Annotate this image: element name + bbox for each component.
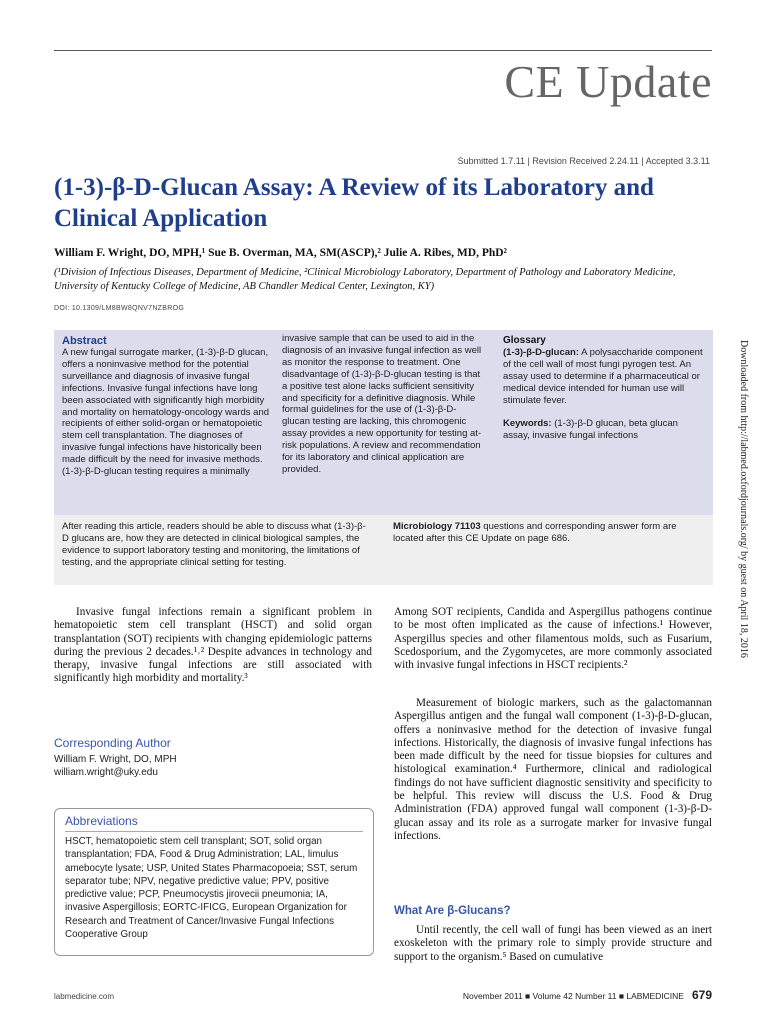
submission-dates: Submitted 1.7.11 | Revision Received 2.24.11 | Accepted 3.3.11 bbox=[457, 156, 710, 166]
keywords-label: Keywords: bbox=[503, 418, 552, 430]
doi[interactable]: DOI: 10.1309/LM8BW8QNV7NZBROG bbox=[54, 305, 185, 312]
body-paragraph-2: Measurement of biologic markers, such as the galactomannan Aspergillus antigen and the fungal wall component (1-3)-β-D-glucan, offers a noninvasive method for the detection of invasive fungal infections. Historically, the diagnosis of invasive fungal infections has been made difficult by the need for tissue biopsies for cultures and histological examination.⁴ Furthermore, clinical and radiological findings do not have sufficient diagnostic sensitivity and specificity to be helpful. This review will discuss the U.S. Food & Drug Administration (FDA) approved fungal wall component (1-3)-β-D-glucan assay and its role as a surrogate marker for invasive fungal infections. bbox=[394, 697, 712, 842]
glossary-entry bbox=[503, 347, 707, 407]
abstract-column-1 bbox=[62, 335, 270, 478]
glossary-column bbox=[503, 335, 707, 442]
objectives-box bbox=[54, 515, 713, 585]
header-rule bbox=[54, 50, 712, 51]
corresponding-author-heading: Corresponding Author bbox=[54, 736, 171, 750]
corresponding-author bbox=[54, 753, 177, 779]
abbreviations-text: HSCT, hematopoietic stem cell transplant; SOT, solid organ transplantation; FDA, Food & Drug Administration; LAL, limulus amebocyte lysate; USP, United States Pharmacopoeia; SST, serum separator tube; NPV, negative predictive value; PPV, positive predictive value; PCP, Pneumocystis jirovecii pneumonia; IA, invasive Aspergillosis; EORTC-IFICG, European Organization for Research and Treatment of Cancer/Invasive Fungal Infections Cooperative Group bbox=[65, 836, 358, 941]
corresponding-author-name: William F. Wright, DO, MPH bbox=[54, 754, 177, 765]
glossary-heading: Glossary bbox=[503, 335, 546, 346]
section-title: CE Update bbox=[504, 56, 712, 107]
article-title: (1-3)-β-D-Glucan Assay: A Review of its Laboratory and Clinical Application bbox=[54, 174, 654, 232]
ce-questions-note bbox=[393, 521, 703, 545]
keywords-text: (1-3)-β-D glucan, beta glucan assay, invasive fungal infections bbox=[503, 418, 678, 442]
glossary-term: (1-3)-β-D-glucan: bbox=[503, 346, 579, 358]
footer-site[interactable]: labmedicine.com bbox=[54, 992, 115, 1001]
abstract-heading: Abstract bbox=[62, 335, 107, 347]
body-paragraph-3: Until recently, the cell wall of fungi has been viewed as an inert exoskeleton with the primary role to simply provide structure and support to the organism.⁵ Based on cumulative bbox=[394, 924, 712, 963]
abbreviations-heading: Abbreviations bbox=[65, 814, 138, 828]
ce-code: Microbiology 71103 bbox=[393, 521, 481, 532]
abbreviations-box bbox=[54, 808, 374, 956]
author-affiliations: (¹Division of Infectious Diseases, Department of Medicine, ²Clinical Microbiology Laboratory, Department of Pathology and Laboratory Medicine, University of Kentucky College of Medicine, AB Chandler Medical Center, Lexington, KY) bbox=[54, 267, 676, 292]
page-number: 679 bbox=[691, 988, 712, 1002]
abstract-box bbox=[54, 330, 713, 515]
abstract-column-2 bbox=[282, 333, 484, 476]
footer-issue-text: November 2011 ■ Volume 42 Number 11 ■ LABMEDICINE bbox=[462, 991, 684, 1001]
learning-objectives: After reading this article, readers should be able to discuss what (1-3)-β-D glucans are, how they are detected in clinical biological samples, the evidence to support laboratory testing and monitoring, the limitations of testing, and the appropriate clinical setting for testing. bbox=[62, 521, 366, 568]
keywords bbox=[503, 418, 707, 442]
abstract-text-2: invasive sample that can be used to aid in the diagnosis of an invasive fungal infection as well as monitor the response to treatment. One disadvantage of (1-3)-β-D-glucan testing is that a positive test alone lacks sufficient sensitivity and specificity for a definitive diagnosis. While formal guidelines for the use of (1-3)-β-D-glucan testing are lacking, this chromogenic assay provides a new opportunity for testing at-risk populations. A review and recommendation for its laboratory and clinical application are provided. bbox=[282, 333, 482, 475]
download-note[interactable]: Downloaded from http://labmed.oxfordjournals.org/ by guest on April 18, 2016 bbox=[738, 340, 749, 658]
footer-issue bbox=[463, 988, 712, 1002]
abbreviations-divider bbox=[65, 831, 363, 832]
abstract-text-1: A new fungal surrogate marker, (1-3)-β-D glucan, offers a noninvasive method for the potential surveillance and diagnosis of invasive fungal infections. Invasive fungal infections have long been associated with significantly high morbidity and mortality on hematology-oncology wards and recipients of either solid-organ or hematopoietic stem cell transplantation. The diagnoses of invasive fungal infections have historically been made difficult by the need for invasive methods. (1-3)-β-D-glucan testing requires a minimally bbox=[62, 347, 270, 478]
corresponding-author-email[interactable]: william.wright@uky.edu bbox=[54, 767, 158, 778]
download-watermark bbox=[732, 340, 752, 680]
glossary-definition: A polysaccharide component of the cell wall of most fungi pyrogen test. An assay used to determine if a pharmaceutical or medical device intended for human use will stimulate fever. bbox=[503, 346, 703, 406]
intro-paragraph: Invasive fungal infections remain a significant problem in hematopoietic stem cell transplant (HSCT) and solid organ transplantation (SOT) recipients with changing epidemiologic patterns during the previous 2 decades.¹˒² Despite advances in technology and therapy, invasive fungal infections are still associated with significantly high morbidity and mortality.³ bbox=[54, 606, 372, 685]
ce-note-text: questions and corresponding answer form are located after this CE Update on page 686. bbox=[393, 521, 677, 544]
body-paragraph-1: Among SOT recipients, Candida and Aspergillus pathogens continue to be most often implicated as the cause of infections.¹ However, Aspergillus species and other filamentous molds, such as Fusarium, Scedosporium, and the Zygomycetes, are more commonly associated with invasive fungal infections in HSCT recipients.² bbox=[394, 606, 712, 672]
section-heading-glucans: What Are β-Glucans? bbox=[394, 905, 511, 917]
article-authors: William F. Wright, DO, MPH,¹ Sue B. Overman, MA, SM(ASCP),² Julie A. Ribes, MD, PhD² bbox=[54, 247, 507, 259]
